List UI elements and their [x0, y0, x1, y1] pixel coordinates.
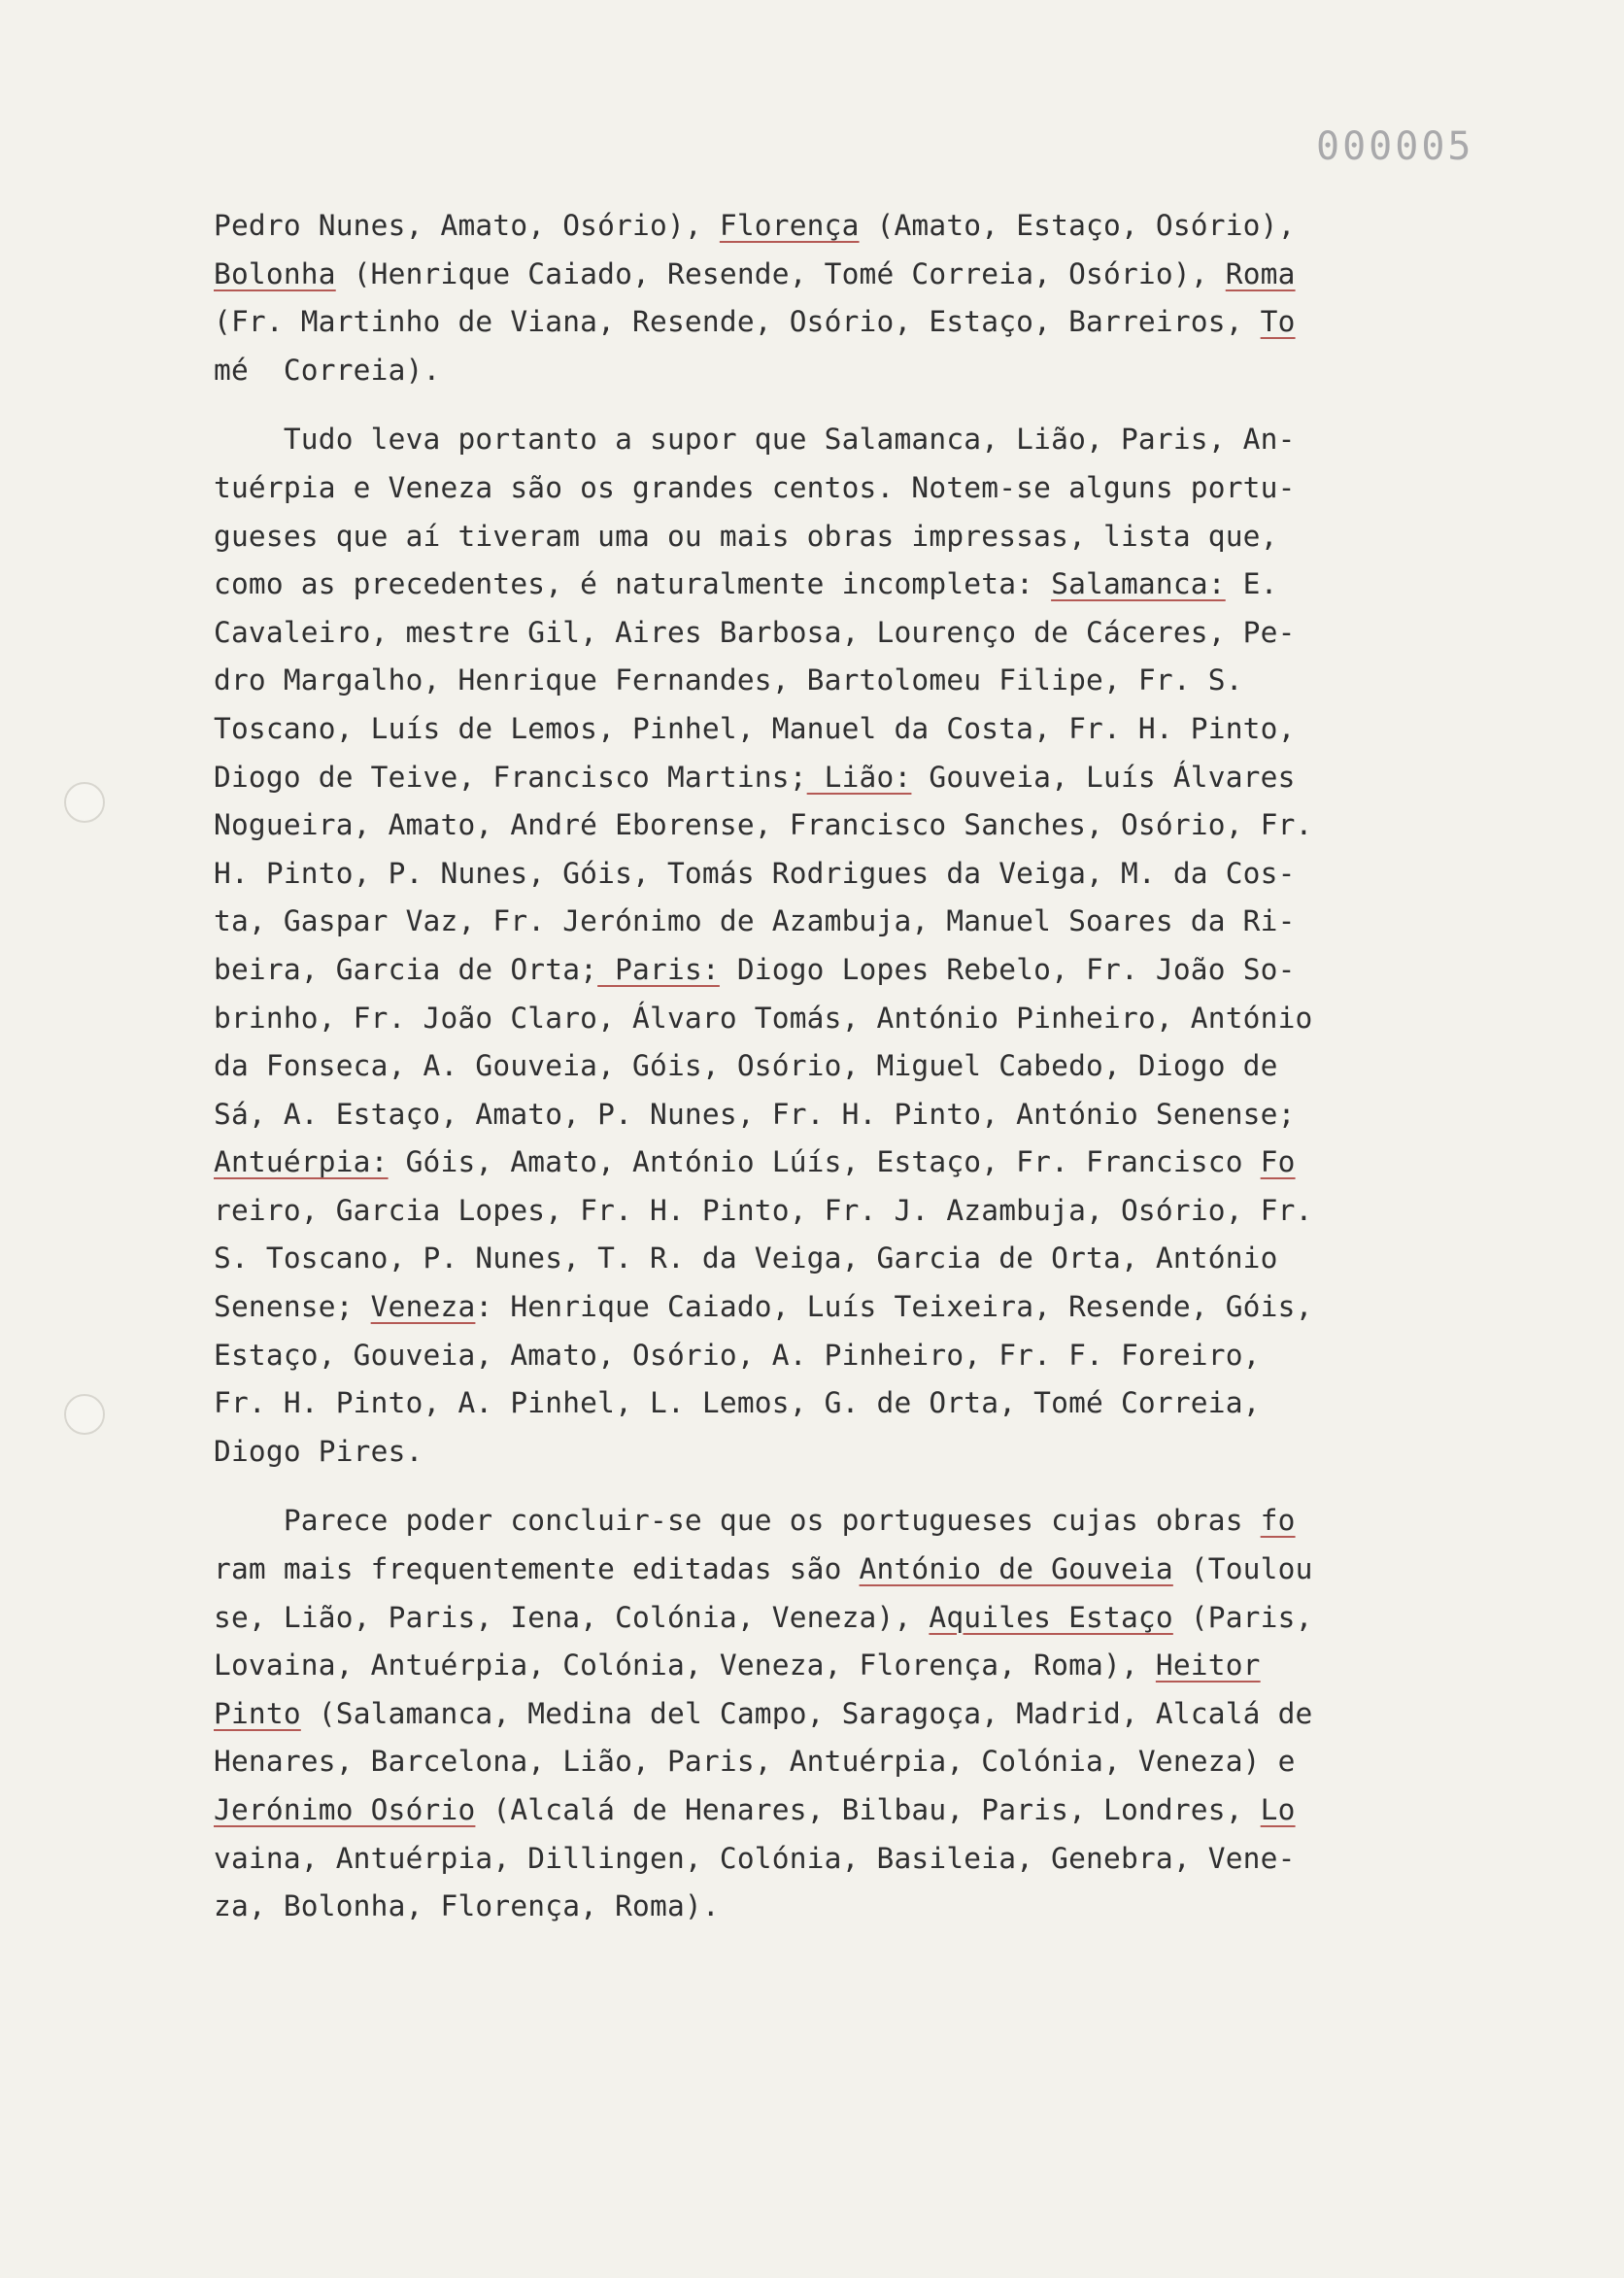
- text-segment: (Salamanca, Medina del Campo, Saragoça, Madrid, Alcalá de: [300, 1696, 1313, 1730]
- punch-hole-bottom: [64, 1394, 105, 1435]
- text-segment: Pedro Nunes, Amato, Osório),: [214, 209, 720, 242]
- text-line: [214, 1497, 1476, 1546]
- text-line: [214, 754, 1476, 802]
- text-segment: Gouveia, Luís Álvares: [911, 760, 1296, 794]
- underlined-segment: Pinto: [214, 1696, 301, 1730]
- underlined-segment: Fo: [1260, 1145, 1296, 1179]
- text-segment: Estaço, Gouveia, Amato, Osório, A. Pinheiro, Fr. F. Foreiro,: [214, 1338, 1261, 1372]
- text-segment: za, Bolonha, Florença, Roma).: [214, 1889, 720, 1923]
- text-segment: (Alcalá de Henares, Bilbau, Paris, Londres,: [475, 1793, 1261, 1826]
- text-segment: Diogo Lopes Rebelo, Fr. João So-: [719, 952, 1296, 986]
- text-line: [214, 1835, 1476, 1884]
- text-line: [214, 1883, 1476, 1931]
- body-text: [214, 202, 1476, 1931]
- text-line: [214, 850, 1476, 899]
- text-segment: (Toulou: [1172, 1552, 1313, 1586]
- text-segment: Toscano, Luís de Lemos, Pinhel, Manuel da Costa, Fr. H. Pinto,: [214, 711, 1296, 745]
- text-line: [214, 1738, 1476, 1786]
- text-segment: da Fonseca, A. Gouveia, Góis, Osório, Miguel Cabedo, Diogo de: [214, 1049, 1278, 1083]
- text-segment: S. Toscano, P. Nunes, T. R. da Veiga, Garcia de Orta, António: [214, 1241, 1278, 1275]
- text-segment: ram mais frequentemente editadas são: [214, 1552, 860, 1586]
- text-segment: mé Correia).: [214, 353, 441, 387]
- underlined-segment: Veneza: [370, 1290, 476, 1324]
- text-line: [214, 946, 1476, 995]
- text-line: [214, 1091, 1476, 1139]
- text-line: [214, 416, 1476, 464]
- text-segment: Diogo Pires.: [214, 1434, 423, 1468]
- underlined-segment: To: [1260, 305, 1296, 339]
- text-segment: Fr. H. Pinto, A. Pinhel, L. Lemos, G. de Orta, Tomé Correia,: [214, 1386, 1261, 1420]
- text-segment: reiro, Garcia Lopes, Fr. H. Pinto, Fr. J. Azambuja, Osório, Fr.: [214, 1193, 1313, 1227]
- text-segment: Cavaleiro, mestre Gil, Aires Barbosa, Lourenço de Cáceres, Pe-: [214, 615, 1296, 649]
- text-line: [214, 609, 1476, 658]
- text-line: [214, 202, 1476, 251]
- text-segment: (Fr. Martinho de Viana, Resende, Osório, Estaço, Barreiros,: [214, 305, 1261, 339]
- text-segment: Parece poder concluir-se que os portugueses cujas obras: [214, 1504, 1261, 1538]
- text-line: [214, 898, 1476, 946]
- text-segment: gueses que aí tiveram uma ou mais obras impressas, lista que,: [214, 519, 1278, 553]
- text-line: [214, 1546, 1476, 1594]
- text-segment: Senense;: [214, 1290, 371, 1324]
- text-segment: Tudo leva portanto a supor que Salamanca, Lião, Paris, An-: [214, 423, 1296, 457]
- text-segment: H. Pinto, P. Nunes, Góis, Tomás Rodrigues da Veiga, M. da Cos-: [214, 856, 1296, 890]
- text-line: [214, 464, 1476, 513]
- text-line: [214, 1042, 1476, 1091]
- underlined-segment: Bolonha: [214, 256, 336, 290]
- text-segment: se, Lião, Paris, Iena, Colónia, Veneza),: [214, 1600, 930, 1634]
- text-segment: tuérpia e Veneza são os grandes centos. Notem-se alguns portu-: [214, 470, 1296, 504]
- text-line: [214, 1235, 1476, 1283]
- text-segment: Lovaina, Antuérpia, Colónia, Veneza, Florença, Roma),: [214, 1649, 1156, 1683]
- text-segment: : Henrique Caiado, Luís Teixeira, Resende, Góis,: [475, 1290, 1313, 1324]
- text-line: [214, 801, 1476, 850]
- underlined-segment: António de Gouveia: [859, 1552, 1173, 1586]
- text-line: [214, 1594, 1476, 1643]
- underlined-segment: Salamanca:: [1051, 567, 1226, 601]
- text-line: [214, 657, 1476, 705]
- underlined-segment: Paris:: [597, 952, 720, 986]
- text-line: [214, 513, 1476, 561]
- paragraph-gap: [214, 1476, 1476, 1497]
- text-segment: (Amato, Estaço, Osório),: [859, 209, 1296, 242]
- text-line: [214, 251, 1476, 299]
- text-line: [214, 347, 1476, 395]
- text-line: [214, 1786, 1476, 1835]
- page-number: 000005: [1316, 124, 1474, 169]
- text-segment: (Paris,: [1172, 1600, 1313, 1634]
- text-line: [214, 561, 1476, 609]
- text-line: [214, 1139, 1476, 1187]
- text-line: [214, 1690, 1476, 1739]
- punch-hole-top: [64, 782, 105, 823]
- text-line: [214, 1642, 1476, 1690]
- text-segment: beira, Garcia de Orta;: [214, 952, 598, 986]
- text-segment: Nogueira, Amato, André Eborense, Francisco Sanches, Osório, Fr.: [214, 808, 1313, 842]
- text-line: [214, 705, 1476, 754]
- text-segment: E.: [1225, 567, 1278, 601]
- underlined-segment: Lo: [1260, 1793, 1296, 1826]
- text-line: [214, 995, 1476, 1043]
- text-line: [214, 1283, 1476, 1332]
- underlined-segment: Florença: [719, 209, 860, 242]
- paragraph-gap: [214, 394, 1476, 416]
- text-line: [214, 1332, 1476, 1380]
- underlined-segment: Aquiles Estaço: [929, 1600, 1173, 1634]
- text-segment: brinho, Fr. João Claro, Álvaro Tomás, António Pinheiro, António: [214, 1001, 1313, 1035]
- text-segment: Sá, A. Estaço, Amato, P. Nunes, Fr. H. Pinto, António Senense;: [214, 1097, 1296, 1131]
- text-line: [214, 1379, 1476, 1428]
- text-segment: vaina, Antuérpia, Dillingen, Colónia, Basileia, Genebra, Vene-: [214, 1841, 1296, 1875]
- text-segment: Henares, Barcelona, Lião, Paris, Antuérpia, Colónia, Veneza) e: [214, 1745, 1296, 1779]
- text-segment: (Henrique Caiado, Resende, Tomé Correia, Osório),: [335, 256, 1226, 290]
- text-segment: dro Margalho, Henrique Fernandes, Bartolomeu Filipe, Fr. S.: [214, 663, 1243, 697]
- text-segment: como as precedentes, é naturalmente incompleta:: [214, 567, 1052, 601]
- text-segment: Diogo de Teive, Francisco Martins;: [214, 760, 807, 794]
- text-segment: Góis, Amato, António Lúís, Estaço, Fr. Francisco: [388, 1145, 1261, 1179]
- underlined-segment: Lião:: [806, 760, 912, 794]
- underlined-segment: Jerónimo Osório: [214, 1793, 476, 1826]
- underlined-segment: Antuérpia:: [214, 1145, 389, 1179]
- underlined-segment: Heitor: [1155, 1649, 1261, 1683]
- text-line: [214, 1428, 1476, 1477]
- text-line: [214, 298, 1476, 347]
- text-line: [214, 1187, 1476, 1236]
- underlined-segment: fo: [1260, 1504, 1296, 1538]
- underlined-segment: Roma: [1225, 256, 1296, 290]
- text-segment: ta, Gaspar Vaz, Fr. Jerónimo de Azambuja, Manuel Soares da Ri-: [214, 904, 1296, 938]
